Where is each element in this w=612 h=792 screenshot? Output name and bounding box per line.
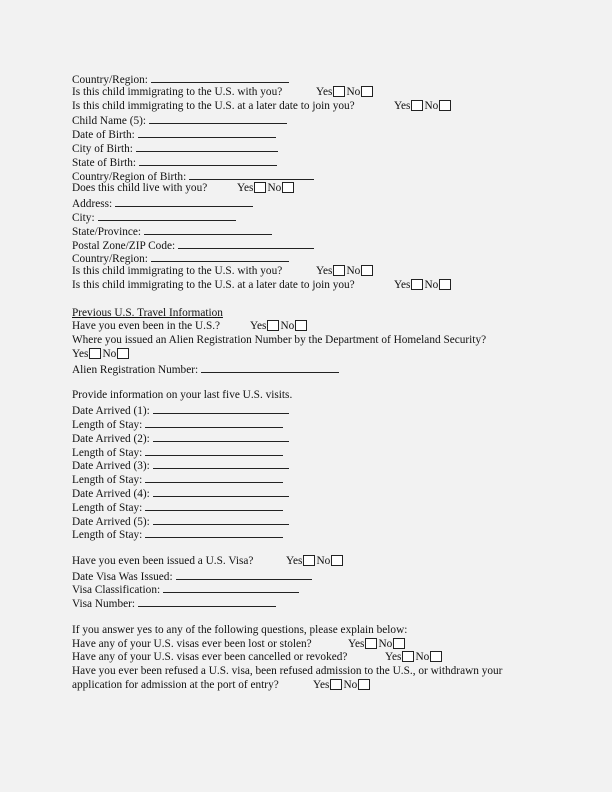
length-of-stay-5-field[interactable] [145,527,283,538]
no-checkbox[interactable] [439,279,451,290]
yes-no-group [348,638,406,652]
no-label: No [102,347,117,360]
date-arrived-4-row [72,486,542,500]
yes-checkbox[interactable] [411,279,423,290]
visa-lost-label: Have any of your U.S. visas ever been lost or stolen? [72,637,312,650]
visits-intro-label: Provide information on your last five U.S. visits. [72,389,293,402]
travel-section-title-row [72,307,542,321]
date-arrived-5-label: Date Arrived (5): [72,515,150,528]
visa-cancelled-label: Have any of your U.S. visas ever been cancelled or revoked? [72,651,348,664]
date-of-birth-field[interactable] [138,127,276,138]
no-checkbox[interactable] [295,320,307,331]
date-arrived-5-field[interactable] [153,514,289,525]
no-label: No [280,320,295,333]
yes-label: Yes [394,99,411,112]
city-label: City: [72,211,95,224]
state-province-label: State/Province: [72,225,142,238]
visa-classification-row [72,582,542,596]
immigrating-with-you-row [72,86,542,100]
yes-no-group [394,279,452,293]
state-province-field[interactable] [144,224,272,235]
yes-no-group [286,555,344,569]
length-of-stay-label: Length of Stay: [72,418,143,431]
child-name-field[interactable] [149,113,287,124]
visa-lost-row [72,638,542,652]
length-of-stay-label: Length of Stay: [72,474,143,487]
length-of-stay-4-field[interactable] [145,500,283,511]
been-in-us-label: Have you even been in the U.S.? [72,320,221,333]
date-arrived-1-row [72,403,542,417]
spacer [72,610,542,624]
date-arrived-2-row [72,431,542,445]
date-arrived-2-field[interactable] [153,431,289,442]
length-of-stay-1-field[interactable] [145,417,283,428]
immigrating-with-you-2-label: Is this child immigrating to the U.S. with you? [72,265,283,278]
address-field[interactable] [115,196,253,207]
length-of-stay-label: Length of Stay: [72,529,143,542]
date-arrived-4-field[interactable] [153,486,289,497]
no-label: No [316,554,331,567]
visits-intro-row [72,389,542,403]
spacer [72,293,542,307]
yes-label: Yes [286,554,303,567]
length-of-stay-5-row [72,527,542,541]
alien-registration-number-row [72,362,542,376]
yes-checkbox[interactable] [411,100,423,111]
date-arrived-3-row [72,458,542,472]
country-region-row [72,72,542,86]
child-name-row [72,113,542,127]
spacer [72,541,542,555]
date-visa-issued-field[interactable] [176,569,312,580]
country-region-2-row [72,251,542,265]
length-of-stay-2-row [72,445,542,459]
yes-checkbox[interactable] [89,348,101,359]
alien-registration-yes-no-row [72,348,542,362]
length-of-stay-4-row [72,500,542,514]
state-of-birth-field[interactable] [139,155,277,166]
yes-label: Yes [316,85,333,98]
visa-refused-row [72,665,542,679]
address-row [72,196,542,210]
visa-refused-label: Have you ever been refused a U.S. visa, been refused admission to the U.S., or withdrawn your [72,665,503,678]
no-label: No [343,679,358,692]
length-of-stay-1-row [72,417,542,431]
yes-checkbox[interactable] [254,182,266,193]
section-title: Previous U.S. Travel Information [72,306,223,319]
no-checkbox[interactable] [331,555,343,566]
no-label: No [424,278,439,291]
postal-zip-field[interactable] [178,238,314,249]
no-label: No [378,637,393,650]
lives-with-you-label: Does this child live with you? [72,182,208,195]
spacer [72,376,542,390]
city-row [72,210,542,224]
yes-no-group [385,651,443,665]
no-label: No [346,85,361,98]
child-name-label: Child Name (5): [72,115,147,128]
visa-issued-row [72,555,542,569]
city-of-birth-field[interactable] [136,141,278,152]
immigrating-later-2-row [72,279,542,293]
yes-label: Yes [394,278,411,291]
date-visa-issued-row [72,569,542,583]
city-field[interactable] [98,210,236,221]
country-region-label: Country/Region: [72,74,148,86]
postal-zip-row [72,238,542,252]
state-province-row [72,224,542,238]
yes-label: Yes [313,679,330,692]
country-of-birth-field[interactable] [189,169,314,180]
date-arrived-4-label: Date Arrived (4): [72,487,150,500]
alien-registration-number-field[interactable] [201,362,339,373]
been-in-us-row [72,320,542,334]
no-label: No [415,651,430,664]
country-region-2-field[interactable] [151,251,289,262]
alien-registration-question-row [72,334,542,348]
yes-label: Yes [316,265,333,278]
yes-label: Yes [237,182,254,195]
no-label: No [346,265,361,278]
length-of-stay-label: Length of Stay: [72,446,143,459]
yes-label: Yes [385,651,402,664]
yes-no-group [316,86,374,100]
no-checkbox[interactable] [282,182,294,193]
date-visa-issued-label: Date Visa Was Issued: [72,570,173,583]
visa-cancelled-row [72,651,542,665]
date-arrived-1-field[interactable] [153,403,289,414]
yes-label: Yes [72,347,89,360]
yes-checkbox[interactable] [402,651,414,662]
yes-checkbox[interactable] [365,638,377,649]
yes-no-group [394,100,452,114]
explain-intro-row [72,624,542,638]
yes-no-group [72,348,130,362]
no-label: No [424,99,439,112]
yes-checkbox[interactable] [303,555,315,566]
state-of-birth-label: State of Birth: [72,156,137,169]
date-arrived-3-field[interactable] [153,458,289,469]
no-checkbox[interactable] [430,651,442,662]
yes-no-group [313,679,371,693]
yes-checkbox[interactable] [267,320,279,331]
yes-no-group [250,320,308,334]
lives-with-you-row [72,182,542,196]
date-of-birth-label: Date of Birth: [72,129,135,142]
date-of-birth-row [72,127,542,141]
no-checkbox[interactable] [439,100,451,111]
immigrating-later-row [72,100,542,114]
visa-refused-continued-label: application for admission at the port of entry? [72,679,279,692]
no-checkbox[interactable] [361,86,373,97]
date-arrived-3-label: Date Arrived (3): [72,460,150,473]
no-checkbox[interactable] [358,679,370,690]
explain-intro-label: If you answer yes to any of the following questions, please explain below: [72,623,408,636]
visa-classification-label: Visa Classification: [72,584,161,597]
length-of-stay-2-field[interactable] [145,445,283,456]
no-checkbox[interactable] [361,265,373,276]
country-of-birth-label: Country/Region of Birth: [72,170,187,183]
length-of-stay-3-field[interactable] [145,472,283,483]
date-arrived-5-row [72,514,542,528]
visa-number-row [72,596,542,610]
visa-number-field[interactable] [138,596,276,607]
yes-label: Yes [250,320,267,333]
country-region-field[interactable] [151,72,289,83]
immigrating-with-you-2-row [72,265,542,279]
visa-issued-label: Have you even been issued a U.S. Visa? [72,554,254,567]
country-of-birth-row [72,169,542,183]
length-of-stay-3-row [72,472,542,486]
postal-zip-label: Postal Zone/ZIP Code: [72,239,176,252]
no-checkbox[interactable] [117,348,129,359]
alien-registration-question-label: Where you issued an Alien Registration Number by the Department of Homeland Security? [72,334,487,347]
immigrating-later-label: Is this child immigrating to the U.S. at a later date to join you? [72,99,355,112]
address-label: Address: [72,198,113,211]
yes-checkbox[interactable] [333,265,345,276]
country-region-2-label: Country/Region: [72,253,148,266]
city-of-birth-row [72,141,542,155]
visa-classification-field[interactable] [163,582,299,593]
city-of-birth-label: City of Birth: [72,142,133,155]
date-arrived-2-label: Date Arrived (2): [72,432,150,445]
immigrating-with-you-label: Is this child immigrating to the U.S. with you? [72,85,283,98]
yes-no-group [237,182,295,196]
yes-checkbox[interactable] [330,679,342,690]
form-content [72,72,542,693]
alien-registration-number-label: Alien Registration Number: [72,363,199,376]
yes-checkbox[interactable] [333,86,345,97]
length-of-stay-label: Length of Stay: [72,501,143,514]
visa-refused-continued-row [72,679,542,693]
yes-label: Yes [348,637,365,650]
no-checkbox[interactable] [393,638,405,649]
yes-no-group [316,265,374,279]
state-of-birth-row [72,155,542,169]
immigrating-later-2-label: Is this child immigrating to the U.S. at a later date to join you? [72,278,355,291]
date-arrived-1-label: Date Arrived (1): [72,405,150,418]
visa-number-label: Visa Number: [72,598,136,611]
no-label: No [267,182,282,195]
